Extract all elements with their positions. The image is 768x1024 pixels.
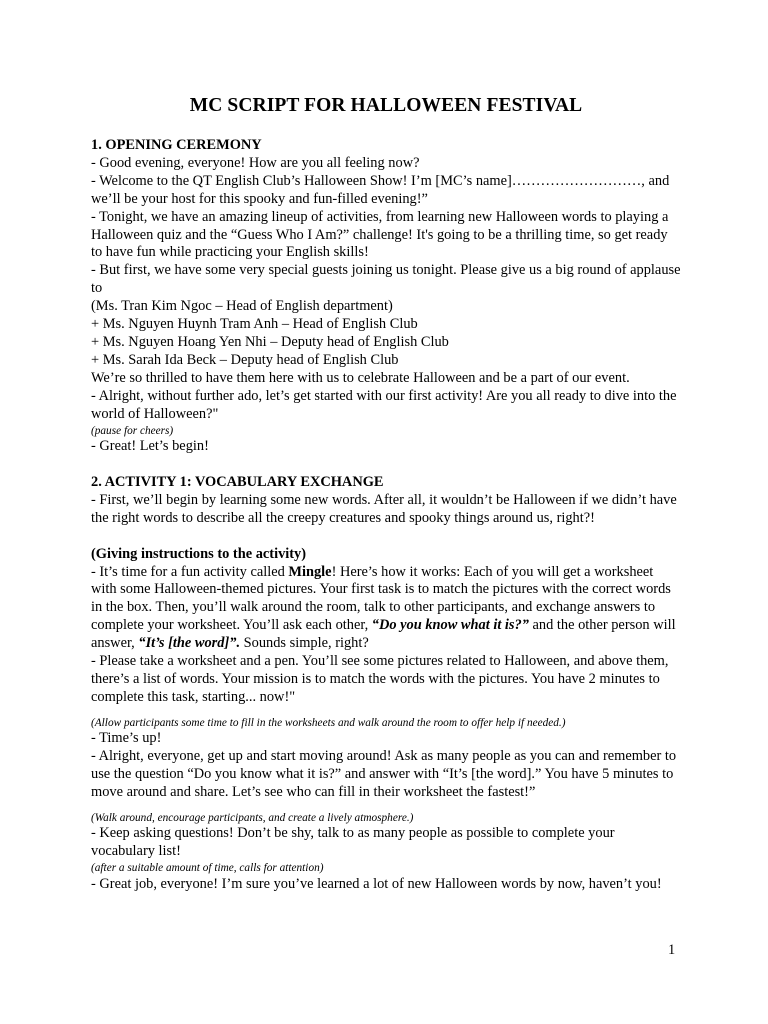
guest-line: + Ms. Nguyen Hoang Yen Nhi – Deputy head of English Club — [91, 333, 449, 350]
script-line: - Welcome to the QT English Club’s Halloween Show! I’m [MC’s name]………………………, and we’ll be your host for this spooky and fun-filled evening!” — [91, 172, 670, 207]
script-line — [91, 564, 681, 654]
document-title: MC SCRIPT FOR HALLOWEEN FESTIVAL — [189, 95, 583, 116]
script-line: - Time’s up! — [91, 730, 162, 747]
script-line: - Alright, without further ado, let’s get started with our first activity! Are you all ready to dive into the world of Halloween?" — [91, 387, 677, 422]
answer-phrase: “It’s [the word]”. — [138, 635, 241, 652]
script-line: - Tonight, we have an amazing lineup of activities, from learning new Halloween words to playing a Halloween quiz and the “Guess Who I Am?” challenge! It's going to be a thrilling time, so get ready to have fun while practicing your English skills! — [91, 208, 669, 261]
script-line: - But first, we have some very special guests joining us tonight. Please give us a big round of applause to — [91, 262, 681, 297]
script-line: - Great! Let’s begin! — [91, 438, 209, 454]
section-heading-activity1: 2. ACTIVITY 1: VOCABULARY EXCHANGE — [91, 473, 384, 490]
script-line: - Alright, everyone, get up and start moving around! Ask as many people as you can and remember to use the question “Do you know what it is?” and answer with “It’s [the word].” You have 5 minutes to move around and share. Let’s see who can fill in their worksheet the fastest!” — [91, 748, 677, 800]
stage-direction: (Allow participants some time to fill in the worksheets and walk around the room to offer help if needed.) — [91, 716, 566, 729]
document-body — [91, 94, 681, 894]
sub-heading-instructions: (Giving instructions to the activity) — [91, 545, 307, 562]
script-line: - Great job, everyone! I’m sure you’ve learned a lot of new Halloween words by now, haven’t you! — [91, 875, 662, 892]
script-line: We’re so thrilled to have them here with us to celebrate Halloween and be a part of our event. — [91, 369, 630, 386]
text-run: ! Here’s how it works: Each of you will get a worksheet with some Halloween-themed pictures. Your first task is to match the pictures with the correct words in the box. Then, you’ll walk around the room, talk to other participants, and exchange answers to complete your worksheet. You’ll ask each other, — [91, 563, 671, 634]
text-run: - It’s time for a fun activity called — [91, 563, 289, 580]
stage-direction: (Walk around, encourage participants, and create a lively atmosphere.) — [91, 811, 414, 824]
activity-name: Mingle — [288, 563, 332, 580]
guest-line: + Ms. Sarah Ida Beck – Deputy head of English Club — [91, 351, 399, 368]
page-number: 1 — [668, 942, 676, 958]
text-run: and the other person will answer, — [91, 617, 676, 652]
script-line: - Good evening, everyone! How are you all feeling now? — [91, 154, 420, 171]
script-line: - Please take a worksheet and a pen. You’ll see some pictures related to Halloween, and above them, there’s a list of words. Your mission is to match the words with the pictures. You have 2 minutes to complete this task, starting... now!" — [91, 653, 669, 705]
script-line: - First, we’ll begin by learning some new words. After all, it wouldn’t be Halloween if we didn’t have the right words to describe all the creepy creatures and spooky things around us, right?! — [91, 491, 677, 526]
question-phrase: “Do you know what it is?” — [371, 617, 529, 634]
stage-direction: (after a suitable amount of time, calls for attention) — [91, 862, 324, 875]
text-run: Sounds simple, right? — [240, 635, 369, 652]
stage-direction: (pause for cheers) — [91, 424, 174, 437]
guest-line: (Ms. Tran Kim Ngoc – Head of English department) — [91, 298, 393, 315]
script-line: - Keep asking questions! Don’t be shy, talk to as many people as possible to complete your vocabulary list! — [91, 825, 615, 860]
guest-line: + Ms. Nguyen Huynh Tram Anh – Head of English Club — [91, 316, 418, 333]
section-heading-opening: 1. OPENING CEREMONY — [91, 137, 262, 153]
